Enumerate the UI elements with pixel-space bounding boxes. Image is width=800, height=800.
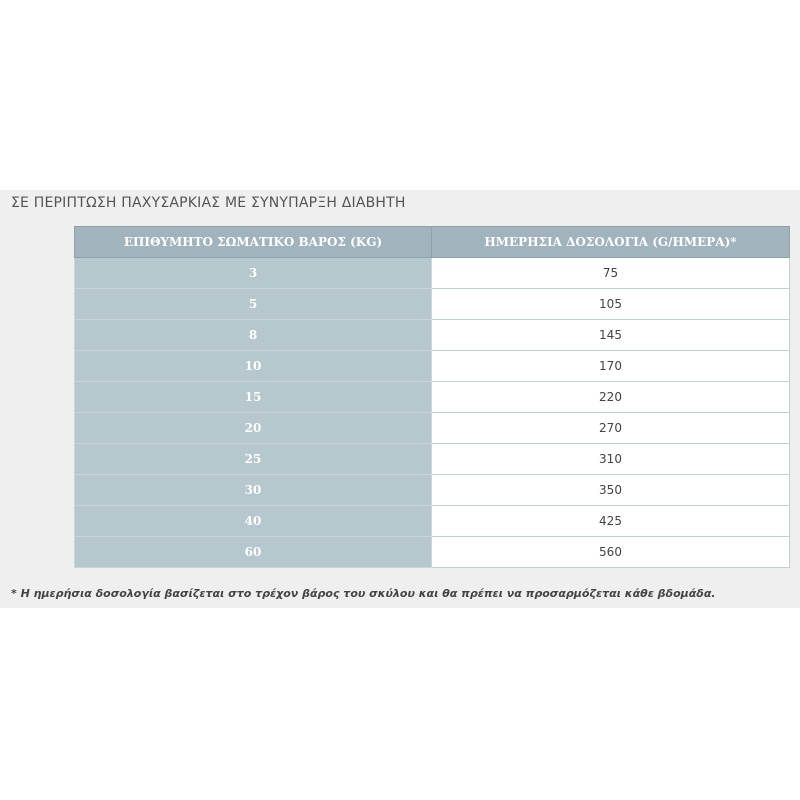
weight-cell: 5 bbox=[75, 289, 432, 320]
table-header-row bbox=[75, 227, 790, 258]
table-row bbox=[75, 537, 790, 568]
dosage-cell: 350 bbox=[432, 475, 790, 506]
weight-cell: 10 bbox=[75, 351, 432, 382]
table-row bbox=[75, 444, 790, 475]
table-row bbox=[75, 289, 790, 320]
table-row bbox=[75, 258, 790, 289]
dosage-cell: 560 bbox=[432, 537, 790, 568]
dosage-cell: 75 bbox=[432, 258, 790, 289]
dosage-table bbox=[74, 226, 790, 568]
dosage-cell: 220 bbox=[432, 382, 790, 413]
header-weight: ΕΠΙΘΥΜΗΤΟ ΣΩΜΑΤΙΚΟ ΒΑΡΟΣ (KG) bbox=[75, 227, 432, 258]
table-row bbox=[75, 506, 790, 537]
dosage-cell: 145 bbox=[432, 320, 790, 351]
weight-cell: 60 bbox=[75, 537, 432, 568]
weight-cell: 20 bbox=[75, 413, 432, 444]
dosage-cell: 425 bbox=[432, 506, 790, 537]
table-row bbox=[75, 382, 790, 413]
table-row bbox=[75, 320, 790, 351]
dosage-cell: 105 bbox=[432, 289, 790, 320]
footnote: * Η ημερήσια δοσολογία βασίζεται στο τρέχον βάρος του σκύλου και θα πρέπει να προσαρμόζεται κάθε βδομάδα. bbox=[11, 587, 716, 600]
dosage-cell: 170 bbox=[432, 351, 790, 382]
page-title: ΣΕ ΠΕΡΙΠΤΩΣΗ ΠΑΧΥΣΑΡΚΙΑΣ ΜΕ ΣΥΝΥΠΑΡΞΗ ΔΙΑΒΗΤΗ bbox=[11, 195, 406, 211]
table-row bbox=[75, 413, 790, 444]
table-row bbox=[75, 475, 790, 506]
weight-cell: 15 bbox=[75, 382, 432, 413]
dosage-cell: 310 bbox=[432, 444, 790, 475]
weight-cell: 40 bbox=[75, 506, 432, 537]
weight-cell: 25 bbox=[75, 444, 432, 475]
weight-cell: 8 bbox=[75, 320, 432, 351]
weight-cell: 3 bbox=[75, 258, 432, 289]
weight-cell: 30 bbox=[75, 475, 432, 506]
header-dosage: ΗΜΕΡΗΣΙΑ ΔΟΣΟΛΟΓΙΑ (G/ΗΜΕΡΑ)* bbox=[432, 227, 790, 258]
dosage-cell: 270 bbox=[432, 413, 790, 444]
table-row bbox=[75, 351, 790, 382]
